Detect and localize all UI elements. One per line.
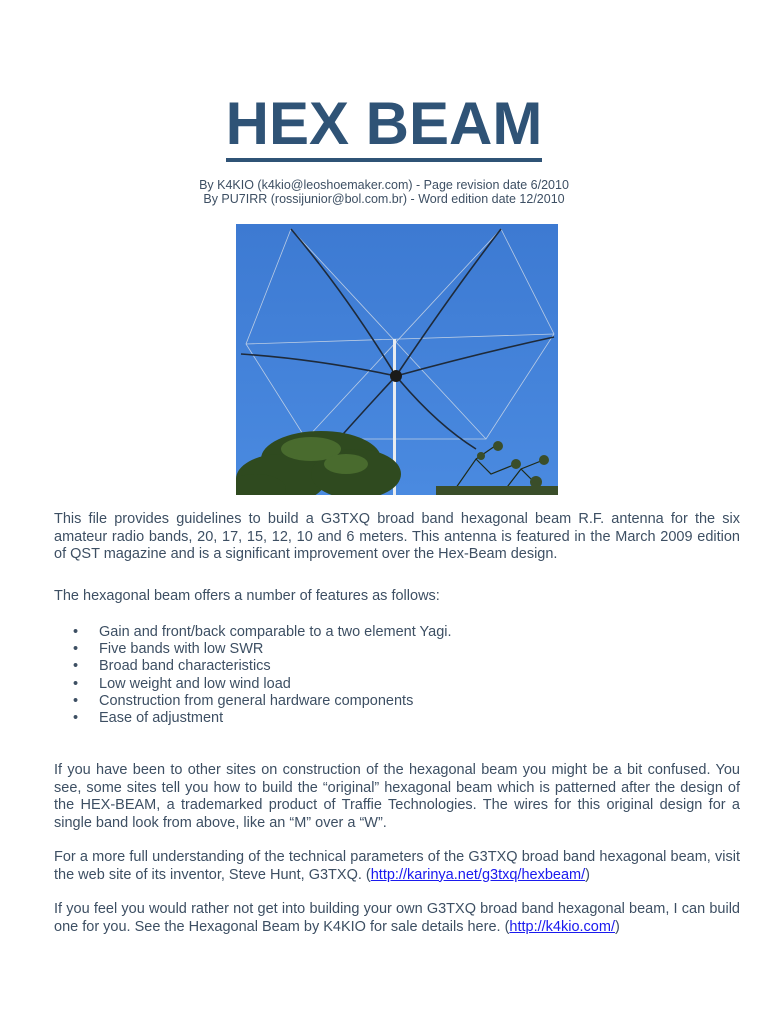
title-container: [0, 92, 768, 162]
hex-beam-antenna-photo: [236, 224, 558, 495]
understanding-paragraph: [54, 849, 740, 884]
features-list: [54, 624, 452, 727]
features-intro: The hexagonal beam offers a number of features as follows:: [54, 588, 440, 604]
confused-paragraph: If you have been to other sites on construction of the hexagonal beam you might be a bit confused. You see, some sites tell you how to build the “original” hexagonal beam which is patterned after the design of the HEX-BEAM, a trademarked product of Traffie Technologies. The wires for this original design for a single band look from above, like an “M” over a “W”.: [54, 762, 740, 831]
byline-pu7irr: By PU7IRR (rossijunior@bol.com.br) - Word edition date 12/2010: [203, 192, 565, 206]
list-item: • Gain and front/back comparable to a two element Yagi.: [54, 624, 452, 641]
understanding-close: ): [585, 866, 590, 883]
g3txq-hexbeam-link[interactable]: http://karinya.net/g3txq/hexbeam/: [370, 866, 586, 883]
sale-paragraph: [54, 901, 740, 936]
k4kio-link[interactable]: http://k4kio.com/: [509, 918, 615, 935]
sale-close: ): [614, 918, 620, 935]
understanding-text: For a more full understanding of the technical parameters of the G3TXQ broad band hexagonal beam, visit the web site of its inventor, Steve Hunt, G3TXQ. (: [54, 849, 740, 883]
intro-paragraph: This file provides guidelines to build a G3TXQ broad band hexagonal beam R.F. antenna for the six amateur radio bands, 20, 17, 15, 12, 10 and 6 meters. This antenna is featured in the March 2009 edition of QST magazine and is a significant improvement over the Hex-Beam design.: [54, 511, 740, 562]
sale-text: If you feel you would rather not get into building your own G3TXQ broad band hexagonal beam, I can build one for you. See the Hexagonal Beam by K4KIO for sale details here. (: [54, 901, 740, 935]
list-item: • Five bands with low SWR: [54, 641, 452, 658]
list-item: • Ease of adjustment: [54, 710, 452, 727]
page-title: HEX BEAM: [226, 92, 543, 162]
list-item: • Low weight and low wind load: [54, 676, 452, 693]
list-item: • Broad band characteristics: [54, 658, 452, 675]
list-item: • Construction from general hardware components: [54, 693, 452, 710]
byline-k4kio: By K4KIO (k4kio@leoshoemaker.com) - Page revision date 6/2010: [199, 178, 569, 192]
